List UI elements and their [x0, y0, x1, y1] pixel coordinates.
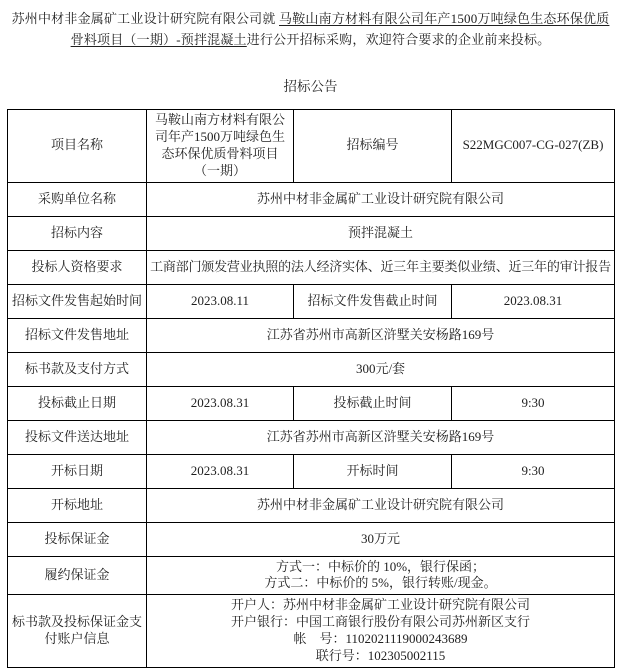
row-tender-content [8, 216, 615, 250]
intro-paragraph [7, 8, 614, 50]
doc-sale-end-label: 招标文件发售截止时间 [294, 284, 452, 318]
bidder-qualification-value: 工商部门颁发营业执照的法人经济实体、近三年主要类似业绩、近三年的审计报告 [147, 250, 615, 284]
row-bid-deadline [8, 386, 615, 420]
bid-deadline-time-label: 投标截止时间 [294, 386, 452, 420]
doc-fee-label: 标书款及支付方式 [8, 352, 147, 386]
bid-deadline-date-label: 投标截止日期 [8, 386, 147, 420]
account-bank: 开户银行：中国工商银行股份有限公司苏州新区支行 [230, 614, 530, 630]
intro-prefix: 苏州中材非金属矿工业设计研究院有限公司就 [11, 11, 280, 26]
bid-opening-date-value: 2023.08.31 [147, 454, 294, 488]
doc-sale-address-label: 招标文件发售地址 [8, 318, 147, 352]
row-bidder-qualification [8, 250, 615, 284]
row-purchaser [8, 182, 615, 216]
bid-deadline-time-value: 9:30 [452, 386, 615, 420]
doc-sale-start-value: 2023.08.11 [147, 284, 294, 318]
row-bid-bond [8, 522, 615, 556]
bid-opening-address-value: 苏州中材非金属矿工业设计研究院有限公司 [147, 488, 615, 522]
bid-delivery-address-label: 投标文件送达地址 [8, 420, 147, 454]
bid-bond-label: 投标保证金 [8, 522, 147, 556]
row-project-name [8, 110, 615, 183]
bid-delivery-address-value: 江苏省苏州市高新区浒墅关安杨路169号 [147, 420, 615, 454]
doc-sale-end-value: 2023.08.31 [452, 284, 615, 318]
row-bid-opening [8, 454, 615, 488]
doc-sale-address-value: 江苏省苏州市高新区浒墅关安杨路169号 [147, 318, 615, 352]
page-title: 招标公告 [283, 79, 338, 94]
intro-project-underlined: 马鞍山南方材料有限公司年产1500万吨绿色生态环保优质骨料项目（一期）-预拌混凝土 [70, 11, 610, 47]
tender-content-label: 招标内容 [8, 216, 147, 250]
tender-no-label: 招标编号 [294, 110, 452, 183]
doc-fee-value: 300元/套 [147, 352, 615, 386]
account-holder: 开户人：苏州中材非金属矿工业设计研究院有限公司 [230, 597, 530, 613]
row-doc-sale-time [8, 284, 615, 318]
row-bid-delivery-address [8, 420, 615, 454]
bid-bond-value: 30万元 [147, 522, 615, 556]
bid-opening-address-label: 开标地址 [8, 488, 147, 522]
row-doc-fee [8, 352, 615, 386]
bid-opening-time-value: 9:30 [452, 454, 615, 488]
tender-content-value: 预拌混凝土 [147, 216, 615, 250]
purchaser-label: 采购单位名称 [8, 182, 147, 216]
intro-suffix: 进行公开招标采购，欢迎符合要求的企业前来投标。 [246, 32, 551, 47]
performance-bond-label: 履约保证金 [8, 556, 147, 595]
bid-deadline-date-value: 2023.08.31 [147, 386, 294, 420]
row-performance-bond [8, 556, 615, 595]
performance-bond-option-2: 方式二：中标价的 5%，银行转账/现金。 [264, 575, 497, 591]
bid-opening-time-label: 开标时间 [294, 454, 452, 488]
purchaser-value: 苏州中材非金属矿工业设计研究院有限公司 [147, 182, 615, 216]
doc-sale-start-label: 招标文件发售起始时间 [8, 284, 147, 318]
row-doc-sale-address [8, 318, 615, 352]
performance-bond-option-1: 方式一：中标价的 10%，银行保函； [275, 558, 486, 574]
row-bid-opening-address [8, 488, 615, 522]
project-name-label: 项目名称 [8, 110, 147, 183]
tender-no-value: S22MGC007-CG-027(ZB) [452, 110, 615, 183]
row-payment-account [8, 595, 615, 668]
project-name-value: 马鞍山南方材料有限公司年产1500万吨绿色生态环保优质骨料项目（一期） [147, 110, 294, 183]
payment-account-label: 标书款及投标保证金支付账户信息 [8, 595, 147, 668]
payment-account-value [147, 595, 615, 668]
account-number: 帐 号：1102021119000243689 [293, 631, 468, 647]
bidder-qualification-label: 投标人资格要求 [8, 250, 147, 284]
bank-branch-code: 联行号：102305002115 [315, 648, 446, 664]
tender-info-table [7, 109, 615, 668]
performance-bond-value [147, 556, 615, 595]
bid-opening-date-label: 开标日期 [8, 454, 147, 488]
